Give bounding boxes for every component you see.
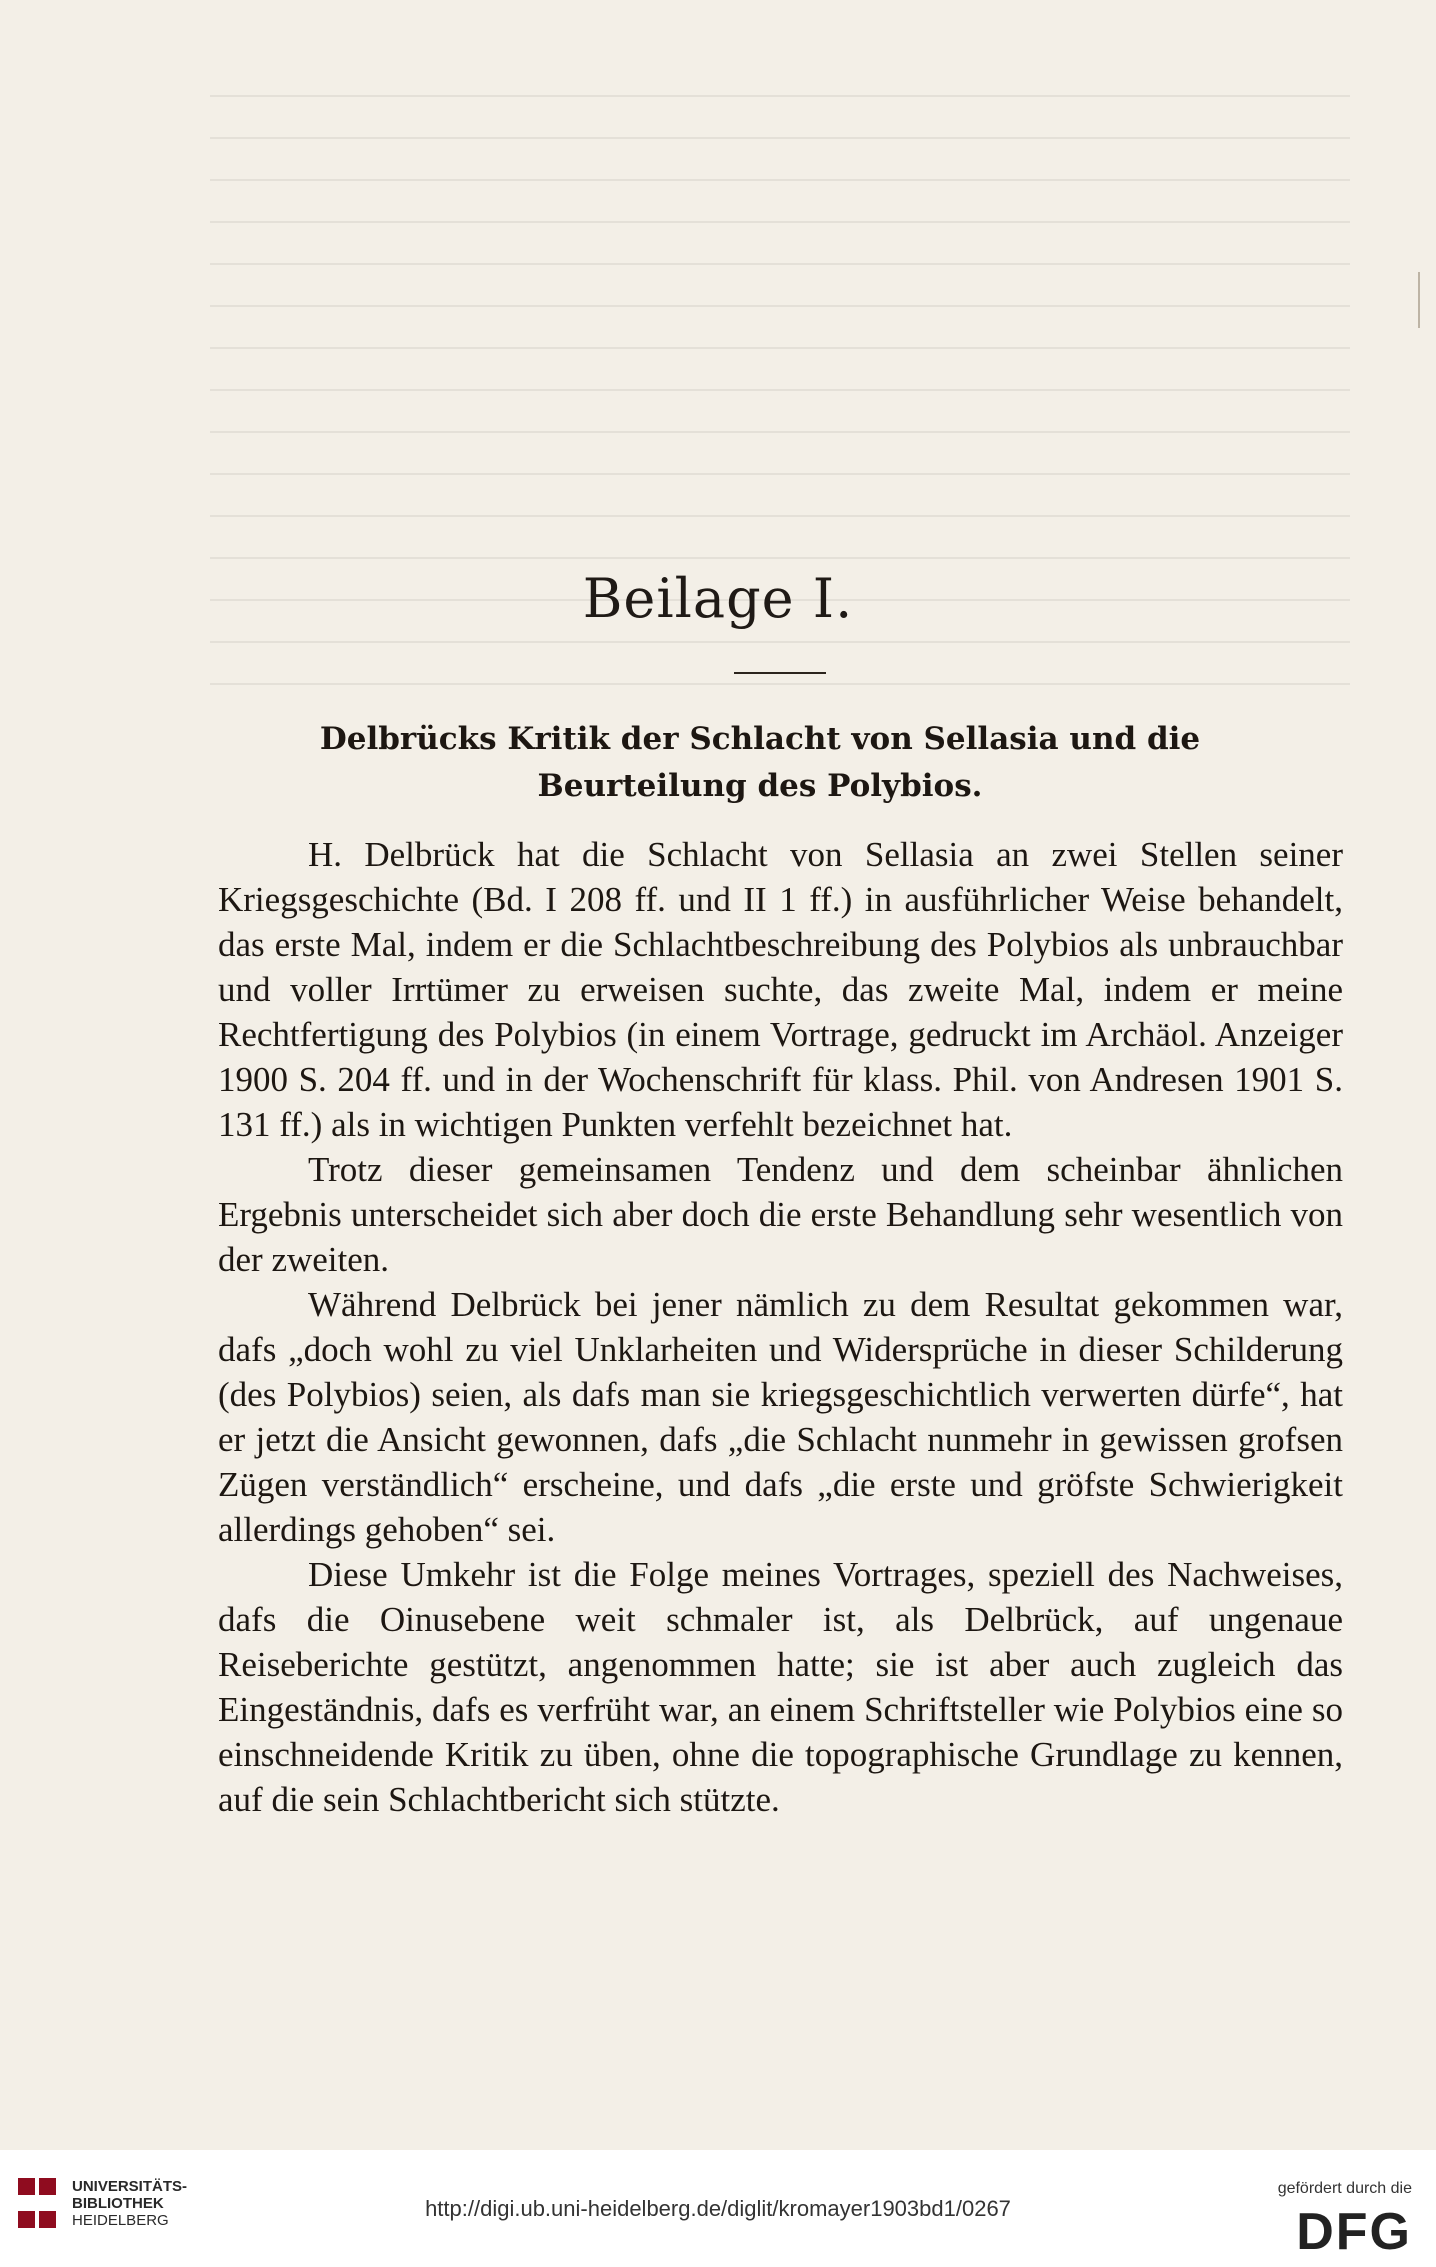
source-url[interactable]: http://digi.ub.uni-heidelberg.de/diglit/kromayer1903bd1/0267 bbox=[425, 2196, 1011, 2221]
paragraph-4: Diese Umkehr ist die Folge meines Vortrages, speziell des Nachweises, dafs die Oinusebene weit schmaler ist, als Delbrück, auf ungenaue Reiseberichte gestützt, angenommen hatte; sie ist aber auch zugleich das Eingeständnis, dafs es verfrüht war, an einem Schriftsteller wie Polybios eine so einschneidende Kritik zu üben, ohne die topographische Grundlage zu kennen, auf die sein Schlachtbericht sich stützte. bbox=[218, 1555, 1343, 1819]
paragraph-2: Trotz dieser gemeinsamen Tendenz und dem scheinbar ähnlichen Ergebnis unterscheidet sich aber doch die erste Behandlung sehr wesentlich von der zweiten. bbox=[218, 1150, 1343, 1279]
page-title: Beilage I. bbox=[582, 567, 854, 630]
section-subtitle: Delbrücks Kritik der Schlacht von Sellasia und die Beurteilung des Polybios. bbox=[319, 721, 1201, 804]
library-name-line-1: UNIVERSITÄTS- bbox=[72, 2178, 188, 2195]
library-name-line-3: HEIDELBERG bbox=[72, 2212, 169, 2229]
paragraph-3: Während Delbrück bei jener nämlich zu dem Resultat gekommen war, dafs „doch wohl zu viel Unklarheiten und Widersprüche in dieser Schilderung (des Polybios) seien, als dafs man sie kriegsgeschichtlich verwerten dürfe“, hat er jetzt die Ansicht gewonnen, dafs „die Schlacht nunmehr in gewissen grofsen Zügen verständlich“ erscheine, und dafs „die erste und gröfste Schwierigkeit allerdings gehoben“ sei. bbox=[218, 1285, 1343, 1549]
funding-text: gefördert durch die bbox=[1277, 2180, 1412, 2197]
library-name-line-2: BIBLIOTHEK bbox=[72, 2195, 164, 2212]
page-crease bbox=[1418, 272, 1420, 328]
dfg-logo: DFG bbox=[1296, 2203, 1412, 2261]
paragraph-1: H. Delbrück hat die Schlacht von Sellasia an zwei Stellen seiner Kriegsgeschichte (Bd. I 208 ff. und II 1 ff.) in ausführlicher Weise behandelt, das erste Mal, indem er die Schlachtbeschreibung des Polybios als unbrauchbar und voller Irrtümer zu erweisen suchte, das zweite Mal, indem er meine Rechtfertigung des Polybios (in einem Vortrage, gedruckt im Archäol. Anzeiger 1900 S. 204 ff. und in der Wochenschrift für klass. Phil. von Andresen 1901 S. 131 ff.) als in wichtigen Punkten verfehlt bezeichnet hat. bbox=[218, 835, 1343, 1144]
title-rule bbox=[734, 672, 826, 674]
body-text bbox=[218, 832, 1343, 1822]
